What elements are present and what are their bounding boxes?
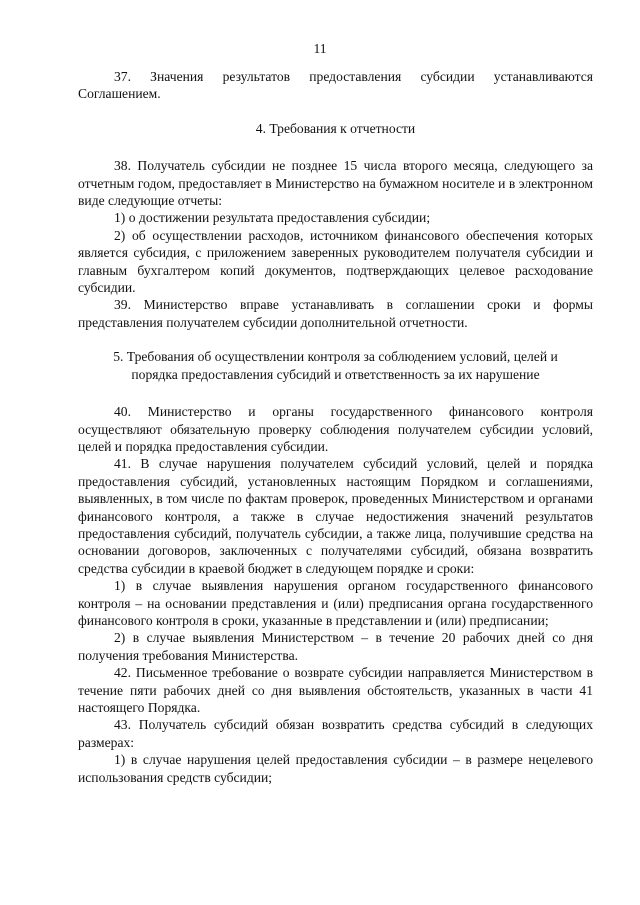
paragraph-41-item-2: 2) в случае выявления Министерством – в течение 20 рабочих дней со дня получения требования Министерства. xyxy=(78,630,593,663)
paragraph-40: 40. Министерство и органы государственного финансового контроля осуществляют обязательную проверку соблюдения получателем субсидии условий, целей и порядка предоставления субсидии. xyxy=(78,404,593,454)
paragraph-38-item-1: 1) о достижении результата предоставления субсидии; xyxy=(114,210,431,226)
document-body xyxy=(78,68,593,786)
paragraph-39: 39. Министерство вправе устанавливать в соглашении сроки и формы представления получателем субсидии дополнительной отчетности. xyxy=(78,297,593,330)
paragraph-43: 43. Получатель субсидий обязан возвратить средства субсидий в следующих размерах: xyxy=(78,717,593,750)
paragraph-41: 41. В случае нарушения получателем субсидий условий, целей и порядка предоставления субсидий, установленных настоящим Порядком и соглашениями, выявленных, в том числе по фактам проверок, проведенных Министерством и органами финансового контроля, а также в случае недостижения значений результатов предоставления субсидий, получатель субсидии, а также лица, получившие средства на основании договоров, заключенных с получателями субсидий, обязана возвратить средства субсидии в краевой бюджет в следующем порядке и сроки: xyxy=(78,456,593,576)
paragraph-43-item-1: 1) в случае нарушения целей предоставления субсидии – в размере нецелевого использования средств субсидии; xyxy=(78,752,593,785)
section-5-title-line-2: порядка предоставления субсидий и ответственность за их нарушение xyxy=(131,366,540,382)
paragraph-38-item-2: 2) об осуществлении расходов, источником финансового обеспечения которых является субсидия, с приложением заверенных руководителем получателя субсидии и главным бухгалтером копий документов, подтверждающих целевое расходование субсидии. xyxy=(78,227,593,296)
paragraph-42: 42. Письменное требование о возврате субсидии направляется Министерством в течение пяти рабочих дней со дня выявления обстоятельств, указанных в части 41 настоящего Порядка. xyxy=(78,665,593,715)
section-5-title-line-1: 5. Требования об осуществлении контроля за соблюдением условий, целей и xyxy=(113,349,558,365)
section-4-title: 4. Требования к отчетности xyxy=(255,120,416,136)
paragraph-38: 38. Получатель субсидии не позднее 15 числа второго месяца, следующего за отчетным годом, предоставляет в Министерство на бумажном носителе и в электронном виде следующие отчеты: xyxy=(78,158,593,209)
paragraph-37: 37. Значения результатов предоставления субсидии устанавливаются Соглашением. xyxy=(78,69,593,102)
page-number: 11 xyxy=(313,41,327,56)
paragraph-41-item-1: 1) в случае выявления нарушения органом государственного финансового контроля – на основании представления и (или) предписания органа государственного финансового контроля в сроки, указанные в представлении и (или) предписании; xyxy=(78,578,593,628)
